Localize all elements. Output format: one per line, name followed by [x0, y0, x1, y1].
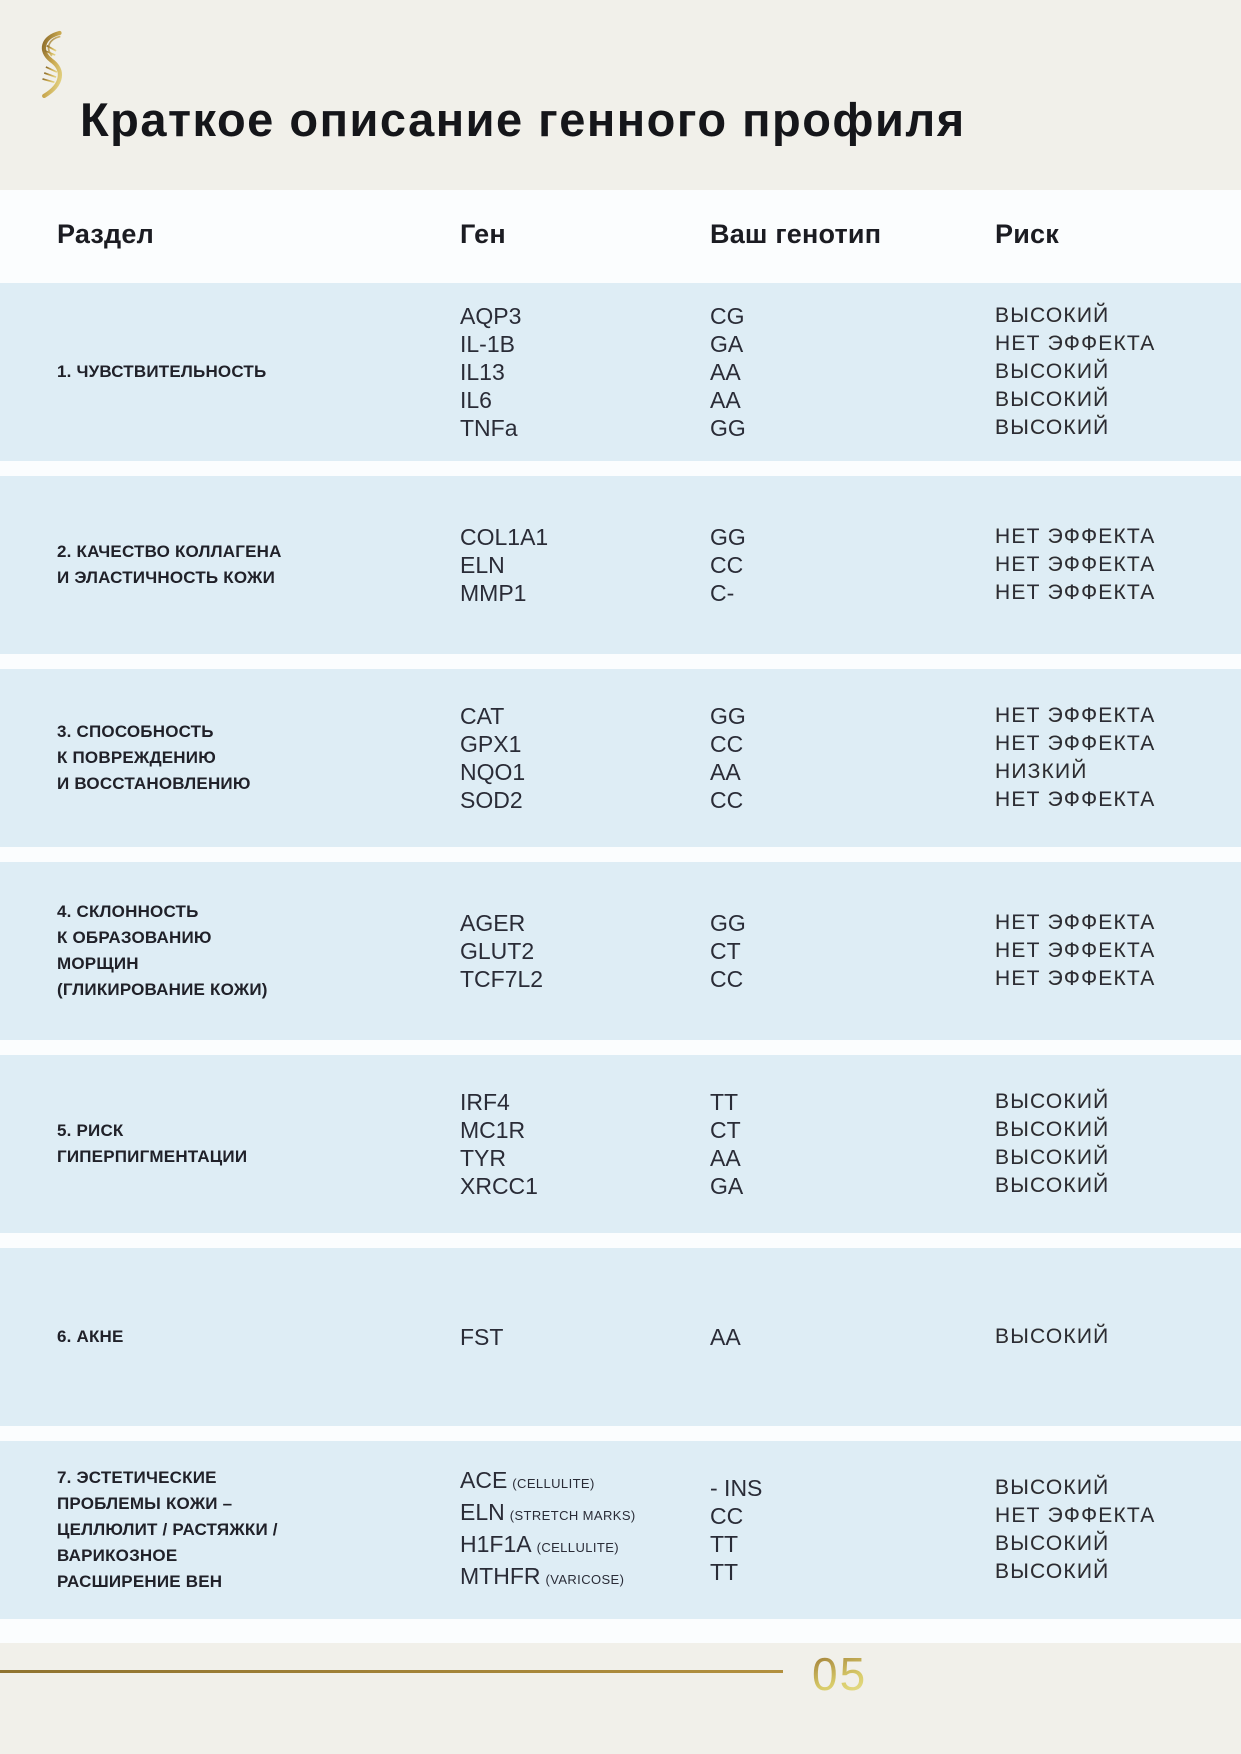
band-separator: [0, 1040, 1241, 1055]
risk-cell: НЕТ ЭФФЕКТА: [995, 939, 1156, 962]
footer-separator: [0, 1619, 1241, 1643]
gene-column: [460, 523, 710, 607]
section-band-6: [0, 1248, 1241, 1426]
gene-cell: GPX1: [460, 731, 522, 757]
gene-cell: ACE (CELLULITE): [460, 1467, 595, 1493]
genotype-cell: - INS: [710, 1475, 763, 1501]
section-band-3: [0, 669, 1241, 847]
gene-cell: SOD2: [460, 787, 523, 813]
genotype-cell: GA: [710, 331, 744, 357]
gene-cell: MTHFR (VARICOSE): [460, 1563, 625, 1589]
risk-cell: ВЫСОКИЙ: [995, 1090, 1110, 1113]
gene-note: (VARICOSE): [545, 1572, 625, 1587]
risk-cell: ВЫСОКИЙ: [995, 1476, 1110, 1499]
genotype-column: [710, 523, 995, 607]
genotype-column: [710, 1474, 995, 1586]
section-title: 6. АКНЕ: [57, 1327, 124, 1346]
gene-cell: MC1R: [460, 1117, 526, 1143]
gene-column: [460, 302, 710, 442]
genotype-column: [710, 1323, 995, 1351]
band-separator: [0, 847, 1241, 862]
risk-cell: НЕТ ЭФФЕКТА: [995, 732, 1156, 755]
gene-cell: AGER: [460, 910, 526, 936]
genotype-cell: CT: [710, 938, 741, 964]
gene-column: [460, 1088, 710, 1200]
gene-cell: TNFa: [460, 415, 518, 441]
gene-column: [460, 1466, 710, 1594]
risk-cell: НЕТ ЭФФЕКТА: [995, 911, 1156, 934]
risk-column: [995, 909, 1201, 993]
band-separator: [0, 1426, 1241, 1441]
risk-column: [995, 1323, 1201, 1351]
genotype-cell: CC: [710, 787, 744, 813]
genotype-cell: CT: [710, 1117, 741, 1143]
genotype-cell: TT: [710, 1089, 739, 1115]
gene-cell: ELN (STRETCH MARKS): [460, 1499, 636, 1525]
section-band-5: [0, 1055, 1241, 1233]
gene-cell: AQP3: [460, 303, 522, 329]
gene-cell: XRCC1: [460, 1173, 538, 1199]
risk-cell: ВЫСОКИЙ: [995, 416, 1110, 439]
gene-cell: FST: [460, 1324, 504, 1350]
genotype-cell: GG: [710, 703, 746, 729]
risk-cell: НЕТ ЭФФЕКТА: [995, 788, 1156, 811]
gene-cell: NQO1: [460, 759, 526, 785]
genotype-cell: C-: [710, 580, 735, 606]
genotype-column: [710, 909, 995, 993]
section-title: 1. ЧУВСТВИТЕЛЬНОСТЬ: [57, 362, 267, 381]
column-header-gene: Ген: [460, 219, 506, 249]
genotype-cell: CC: [710, 966, 744, 992]
risk-cell: ВЫСОКИЙ: [995, 360, 1110, 383]
risk-cell: НЕТ ЭФФЕКТА: [995, 967, 1156, 990]
section-title: 2. КАЧЕСТВО КОЛЛАГЕНА И ЭЛАСТИЧНОСТЬ КОЖИ: [57, 542, 282, 587]
section-title: 4. СКЛОННОСТЬ К ОБРАЗОВАНИЮ МОРЩИН (ГЛИКИРОВАНИЕ КОЖИ): [57, 902, 268, 999]
gene-cell: H1F1A (CELLULITE): [460, 1531, 620, 1557]
section-title: 5. РИСК ГИПЕРПИГМЕНТАЦИИ: [57, 1121, 248, 1166]
section-band-4: [0, 862, 1241, 1040]
gene-cell: IL6: [460, 387, 492, 413]
band-separator: [0, 654, 1241, 669]
risk-cell: НЕТ ЭФФЕКТА: [995, 581, 1156, 604]
section-title: 3. СПОСОБНОСТЬ К ПОВРЕЖДЕНИЮ И ВОССТАНОВЛЕНИЮ: [57, 722, 251, 793]
risk-column: [995, 302, 1201, 442]
genotype-cell: AA: [710, 359, 741, 385]
risk-cell: НЕТ ЭФФЕКТА: [995, 553, 1156, 576]
gene-column: [460, 909, 710, 993]
genotype-cell: GA: [710, 1173, 744, 1199]
gene-cell: MMP1: [460, 580, 527, 606]
genotype-column: [710, 1088, 995, 1200]
risk-cell: ВЫСОКИЙ: [995, 1118, 1110, 1141]
genotype-cell: AA: [710, 1145, 741, 1171]
risk-cell: НИЗКИЙ: [995, 760, 1088, 783]
section-band-7: [0, 1441, 1241, 1619]
gene-note: (CELLULITE): [512, 1476, 595, 1491]
risk-cell: НЕТ ЭФФЕКТА: [995, 704, 1156, 727]
table-header-row: [0, 190, 1241, 283]
risk-cell: ВЫСОКИЙ: [995, 1325, 1110, 1348]
risk-cell: НЕТ ЭФФЕКТА: [995, 525, 1156, 548]
genotype-column: [710, 702, 995, 814]
genotype-cell: AA: [710, 1324, 741, 1350]
genotype-cell: AA: [710, 387, 741, 413]
genotype-cell: GG: [710, 415, 746, 441]
risk-column: [995, 523, 1201, 607]
band-separator: [0, 461, 1241, 476]
risk-column: [995, 1088, 1201, 1200]
genotype-cell: GG: [710, 524, 746, 550]
gene-cell: ELN: [460, 552, 505, 578]
genotype-column: [710, 302, 995, 442]
genotype-cell: CG: [710, 303, 745, 329]
gene-cell: COL1A1: [460, 524, 549, 550]
gene-cell: CAT: [460, 703, 505, 729]
page-title: Краткое описание генного профиля: [80, 93, 966, 146]
dna-helix-icon: [34, 24, 68, 115]
genotype-cell: CC: [710, 1503, 744, 1529]
gene-note: (STRETCH MARKS): [509, 1508, 636, 1523]
genotype-cell: AA: [710, 759, 741, 785]
risk-cell: ВЫСОКИЙ: [995, 1174, 1110, 1197]
risk-cell: ВЫСОКИЙ: [995, 1532, 1110, 1555]
column-header-genotype: Ваш генотип: [710, 219, 882, 249]
risk-cell: ВЫСОКИЙ: [995, 1560, 1110, 1583]
gene-column: [460, 1323, 710, 1351]
genotype-cell: TT: [710, 1559, 739, 1585]
genotype-cell: CC: [710, 731, 744, 757]
genotype-cell: TT: [710, 1531, 739, 1557]
section-band-1: [0, 283, 1241, 461]
risk-cell: ВЫСОКИЙ: [995, 1146, 1110, 1169]
gene-cell: TCF7L2: [460, 966, 544, 992]
gene-cell: IL-1B: [460, 331, 515, 357]
gene-cell: IL13: [460, 359, 505, 385]
section-band-2: [0, 476, 1241, 654]
page-footer: [0, 1643, 1241, 1754]
gene-column: [460, 702, 710, 814]
gene-note: (CELLULITE): [536, 1540, 620, 1555]
genotype-cell: GG: [710, 910, 746, 936]
page-number: 05: [812, 1648, 868, 1700]
gene-cell: TYR: [460, 1145, 506, 1171]
risk-cell: ВЫСОКИЙ: [995, 304, 1110, 327]
page-header: [0, 0, 1241, 190]
footer-divider-line: [0, 1670, 783, 1673]
column-header-risk: Риск: [995, 219, 1059, 249]
band-separator: [0, 1233, 1241, 1248]
gene-cell: IRF4: [460, 1089, 510, 1115]
genotype-cell: CC: [710, 552, 744, 578]
column-header-section: Раздел: [57, 219, 154, 249]
risk-cell: ВЫСОКИЙ: [995, 388, 1110, 411]
risk-cell: НЕТ ЭФФЕКТА: [995, 1504, 1156, 1527]
risk-cell: НЕТ ЭФФЕКТА: [995, 332, 1156, 355]
risk-column: [995, 702, 1201, 814]
gene-cell: GLUT2: [460, 938, 535, 964]
risk-column: [995, 1474, 1201, 1586]
section-title: 7. ЭСТЕТИЧЕСКИЕ ПРОБЛЕМЫ КОЖИ – ЦЕЛЛЮЛИТ / РАСТЯЖКИ / ВАРИКОЗНОЕ РАСШИРЕНИЕ ВЕН: [57, 1468, 278, 1591]
